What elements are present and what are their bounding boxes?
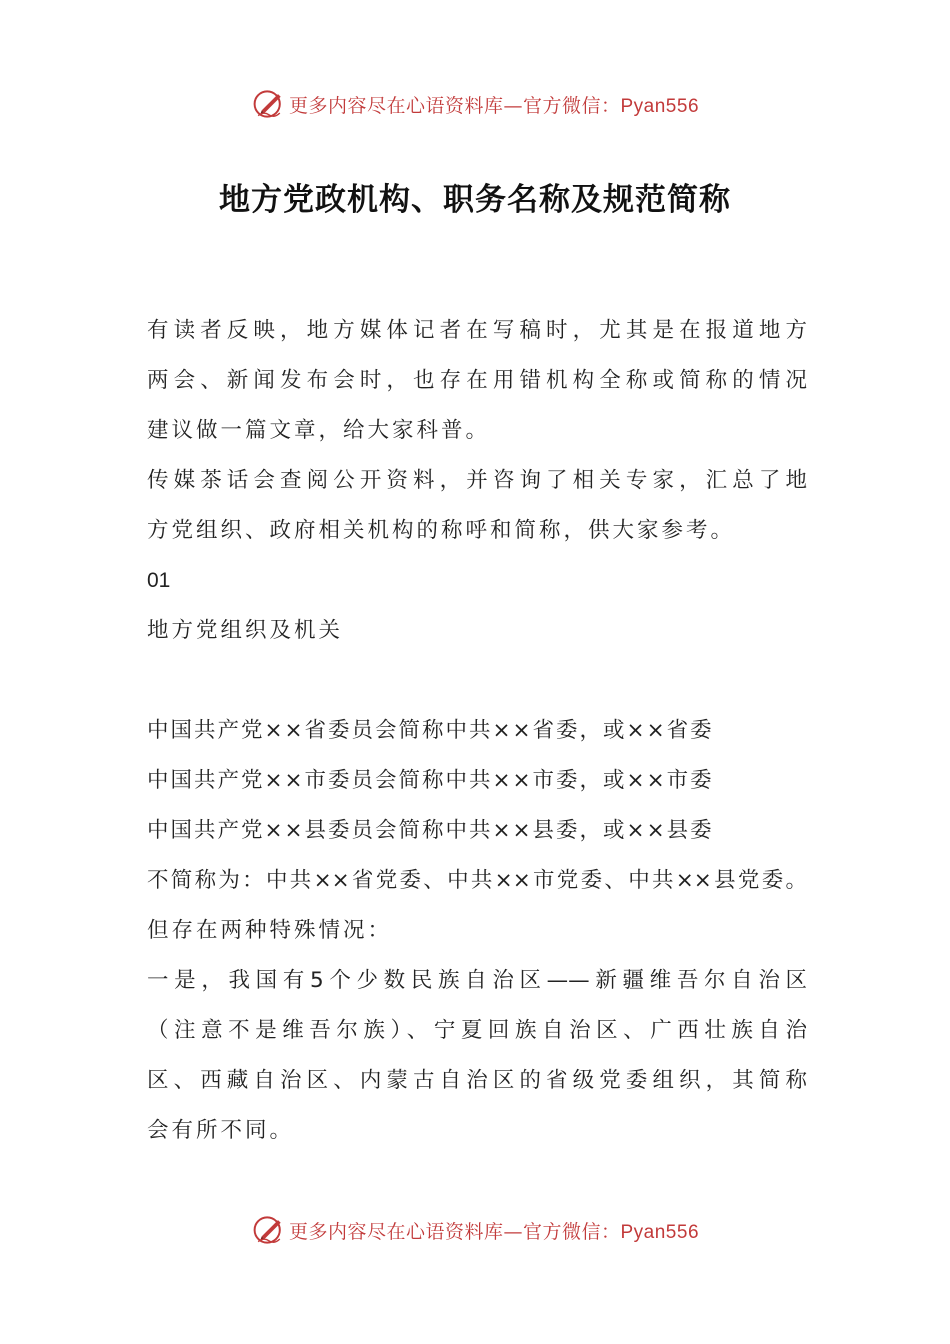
body-line: 中国共产党××市委员会简称中共××市委，或××市委	[147, 768, 714, 793]
body-line: 但存在两种特殊情况：	[147, 918, 393, 943]
body-line: 传媒茶话会查阅公开资料，并咨询了相关专家，汇总了地	[147, 468, 807, 493]
body-line: 两会、新闻发布会时，也存在用错机构全称或简称的情况	[147, 368, 807, 393]
banner-wechat-id: Pyan556	[620, 95, 700, 117]
banner-text	[289, 1217, 699, 1244]
banner-label: 更多内容尽在心语资料库—官方微信：	[288, 94, 621, 117]
document-body	[147, 306, 807, 1156]
banner-text	[289, 91, 699, 118]
body-line: （注意不是维吾尔族）、宁夏回族自治区、广西壮族自治	[147, 1018, 807, 1043]
body-line: 有读者反映，地方媒体记者在写稿时，尤其是在报道地方	[147, 318, 807, 343]
section-heading: 地方党组织及机关	[147, 618, 344, 643]
body-line: 中国共产党××省委员会简称中共××省委，或××省委	[147, 718, 714, 743]
body-line: 会有所不同。	[147, 1118, 295, 1143]
pen-logo-icon	[251, 1212, 287, 1248]
body-line: 区、西藏自治区、内蒙古自治区的省级党委组织，其简称	[147, 1068, 807, 1093]
document-title: 地方党政机构、职务名称及规范简称	[219, 182, 731, 218]
body-line: 方党组织、政府相关机构的称呼和简称，供大家参考。	[147, 518, 736, 543]
blank-line	[147, 656, 807, 706]
pen-logo-icon	[251, 86, 287, 122]
body-line: 中国共产党××县委员会简称中共××县委，或××县委	[147, 818, 714, 843]
banner-label: 更多内容尽在心语资料库—官方微信：	[288, 1220, 621, 1243]
section-number: 01	[147, 569, 171, 592]
body-line: 建议做一篇文章，给大家科普。	[147, 418, 491, 443]
banner-wechat-id: Pyan556	[620, 1221, 700, 1243]
footer-banner	[0, 1210, 950, 1250]
body-line: 不简称为：中共××省党委、中共××市党委、中共××县党委。	[147, 868, 807, 893]
body-line: 一是，我国有5个少数民族自治区——新疆维吾尔自治区	[147, 968, 807, 993]
header-banner	[0, 84, 950, 124]
